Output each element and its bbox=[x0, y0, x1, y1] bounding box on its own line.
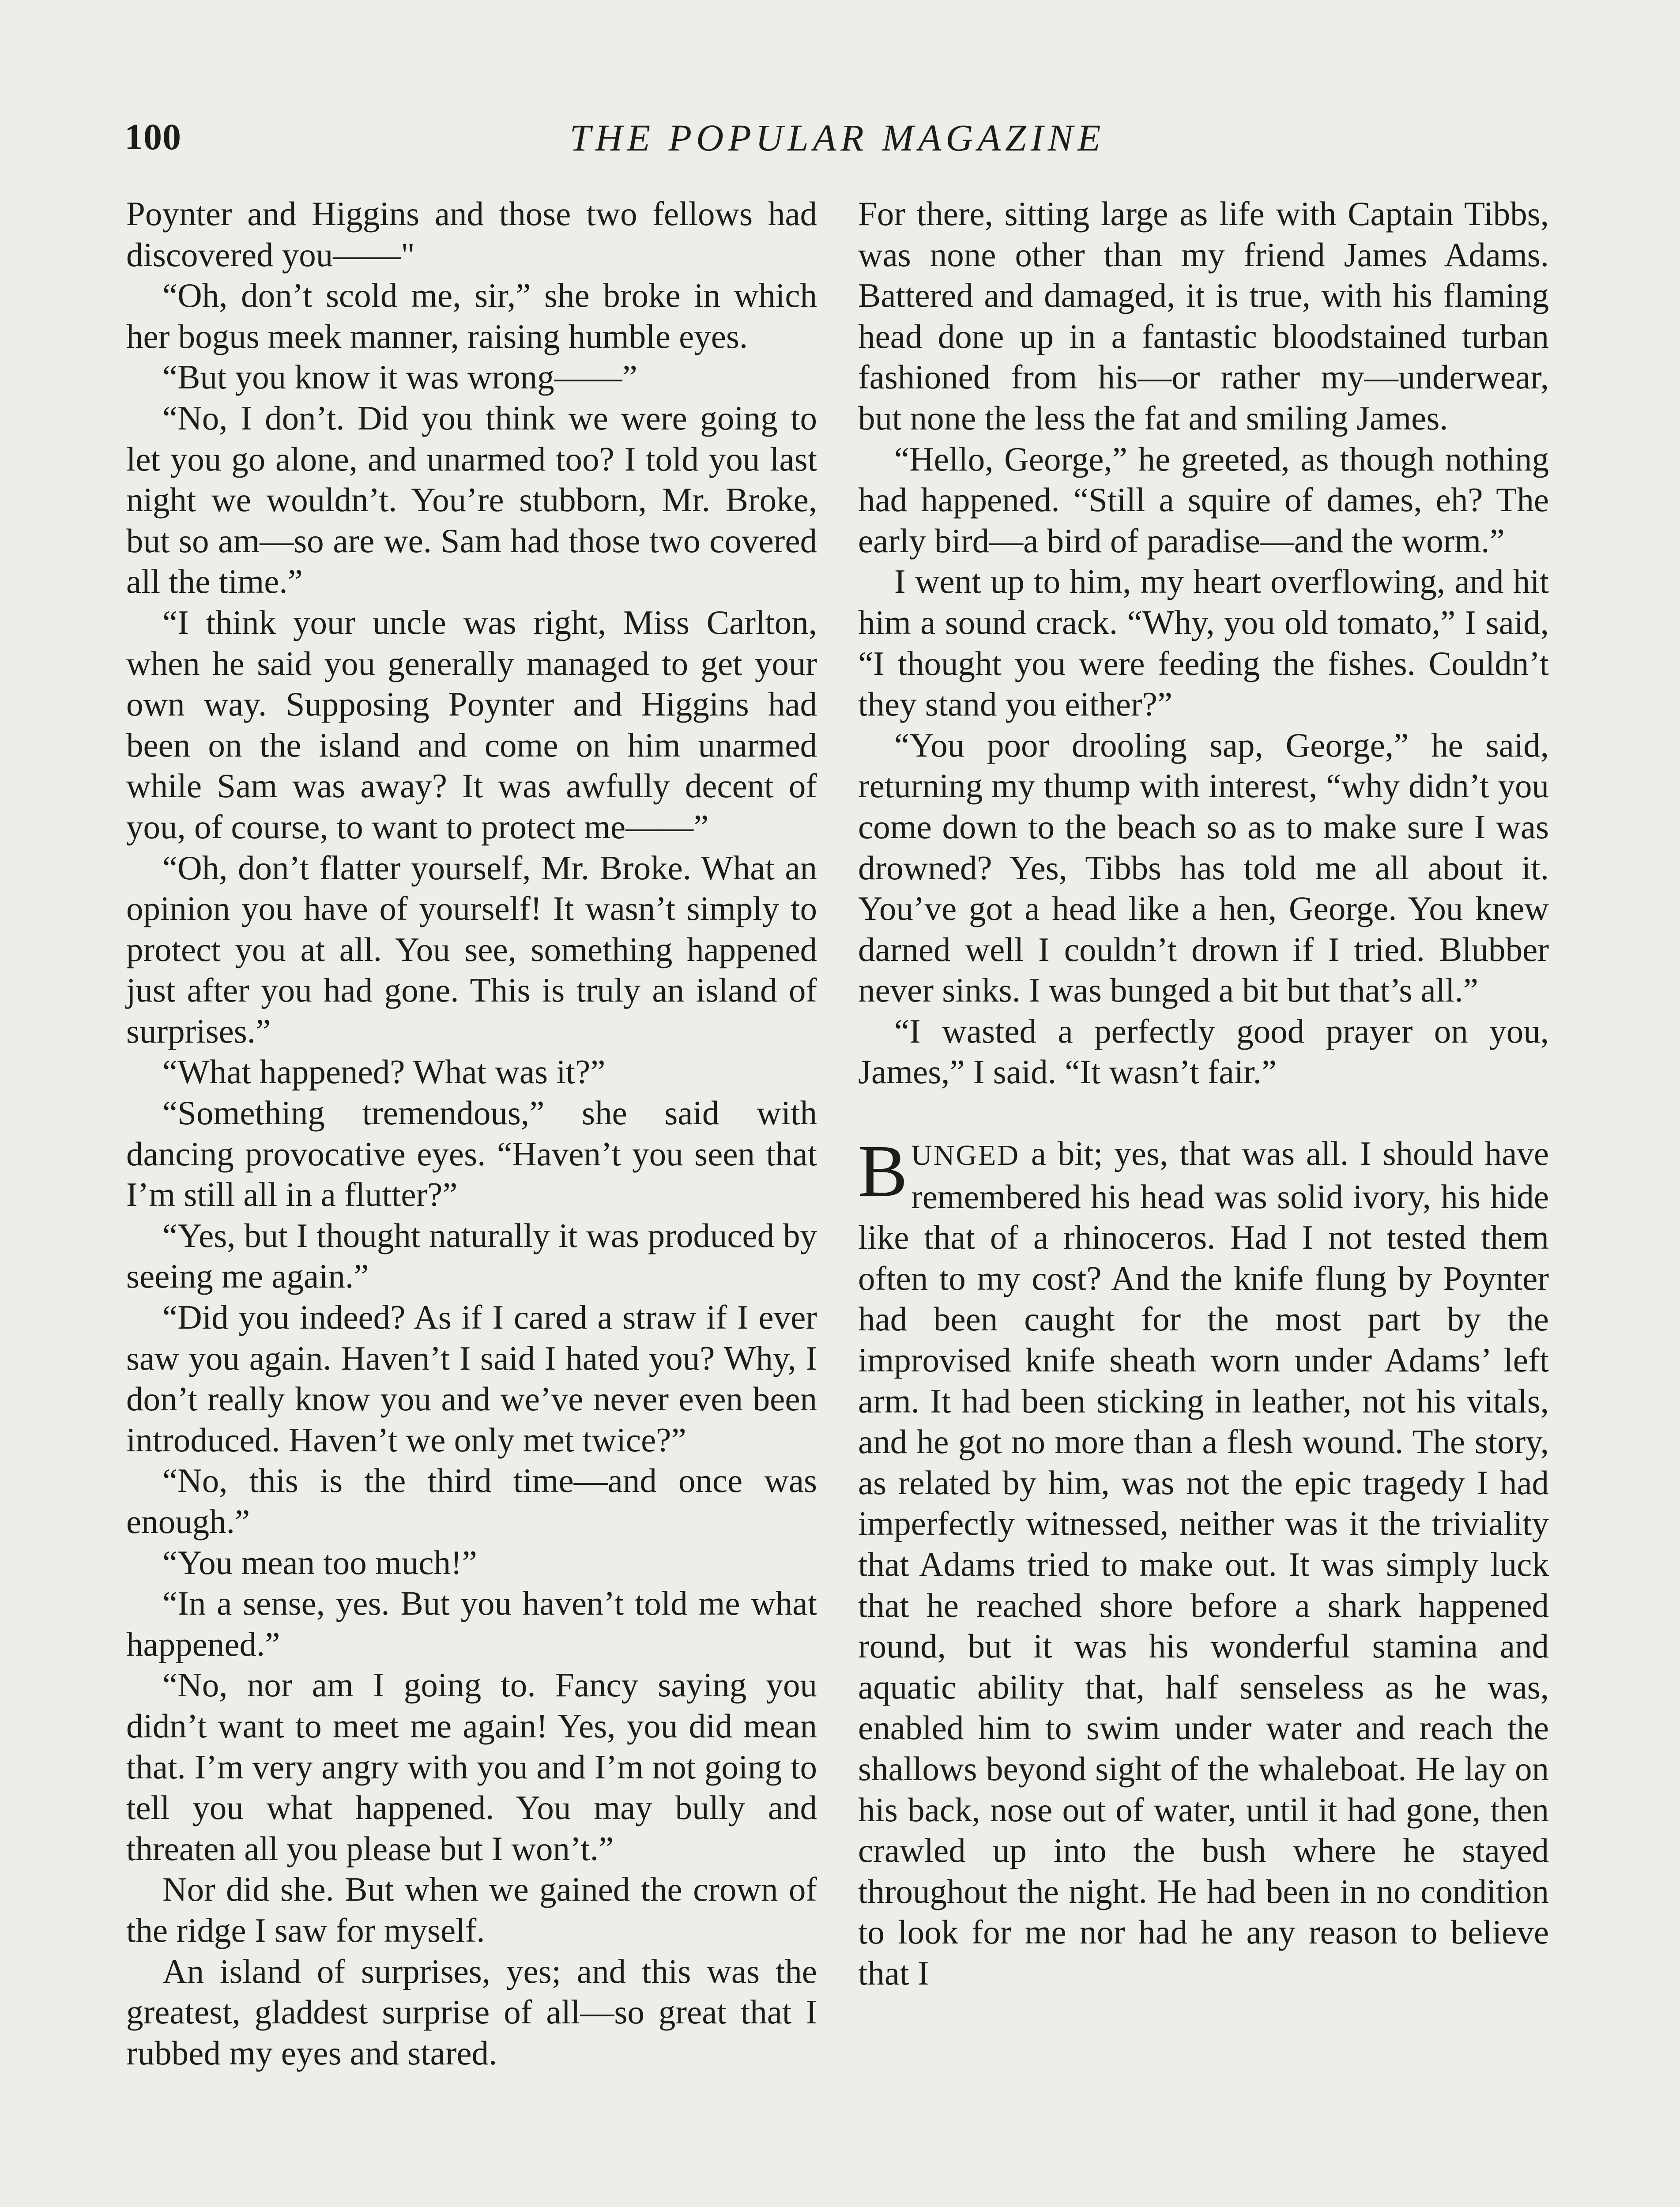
paragraph: “You poor drooling sap, George,” he said, returning my thump with interest, “why didn’t you come down to the beach so as to make sure I was drowned? Yes, Tibbs has told me all about it. You’ve got a head like a hen, George. You knew darned well I couldn’t drown if I tried. Blubber never sinks. I was bunged a bit but that’s all.” bbox=[858, 726, 1549, 1009]
paragraph: “In a sense, yes. But you haven’t told me what happened.” bbox=[126, 1584, 817, 1663]
paragraph: “Something tremendous,” she said with dancing provocative eyes. “Haven’t you seen that I’m still all in a flutter?” bbox=[126, 1094, 817, 1214]
paragraph: An island of surprises, yes; and this was the greatest, gladdest surprise of all—so great that I rubbed my eyes and stared. bbox=[126, 1952, 817, 2072]
paragraph: “What happened? What was it?” bbox=[162, 1053, 606, 1091]
paragraph: “I wasted a perfectly good prayer on you, James,” I said. “It wasn’t fair.” bbox=[858, 1012, 1549, 1091]
lead-in-smallcaps: UNGED bbox=[911, 1139, 1020, 1172]
paragraph: “You mean too much!” bbox=[162, 1543, 477, 1582]
paragraph: “No, this is the third time—and once was enough.” bbox=[126, 1461, 817, 1540]
paragraph: I went up to him, my heart overflowing, and hit him a sound crack. “Why, you old tomato,” I said, “I thought you were feeding the fishes. Couldn’t they stand you either?” bbox=[858, 562, 1549, 723]
paragraph: For there, sitting large as life with Captain Tibbs, was none other than my friend James Adams. Battered and damaged, it is true, with his flaming head done up in a fantastic bloodstained turban fashioned from his—or rather my—underwear, but none the less the fat and smiling James. bbox=[858, 195, 1549, 437]
section-break bbox=[858, 1092, 1549, 1133]
paragraph: “Hello, George,” he greeted, as though nothing had happened. “Still a squire of dames, eh? The early bird—a bird of paradise—and the worm.” bbox=[858, 440, 1549, 560]
paragraph: “Yes, but I thought naturally it was produced by seeing me again.” bbox=[126, 1216, 817, 1296]
paragraph-body: a bit; yes, that was all. I should have remembered his head was solid ivory, his hide like that of a rhinoceros. Had I not tested them often to my cost? And the knife flung by Poynter had been caught for the most part by the improvised knife sheath worn under Adams’ left arm. It had been sticking in leather, not his vitals, and he got no more than a flesh wound. The story, as related by him, was not the epic tragedy I had imperfectly witnessed, neither was it the triviality that Adams tried to make out. It was simply luck that he reached shore before a shark happened round, but it was his wonderful stamina and aquatic ability that, half senseless as he was, enabled him to swim under water and reach the shallows beyond sight of the whaleboat. He lay on his back, nose out of water, until it had gone, then crawled up into the bush where he stayed throughout the night. He had been in no condition to look for me nor had he any reason to believe that I bbox=[858, 1134, 1549, 1992]
paragraph: “Oh, don’t scold me, sir,” she broke in which her bogus meek manner, raising humble eyes. bbox=[126, 276, 817, 355]
paragraph: “I think your uncle was right, Miss Carlton, when he said you generally managed to get your own way. Supposing Poynter and Higgins had been on the island and come on him unarmed while Sam was away? It was awfully decent of you, of course, to want to protect me——” bbox=[126, 603, 817, 846]
paragraph: Nor did she. But when we gained the crown of the ridge I saw for myself. bbox=[126, 1870, 817, 1949]
drop-cap: B bbox=[858, 1130, 908, 1213]
paragraph: “Oh, don’t flatter yourself, Mr. Broke. What an opinion you have of yourself! It wasn’t simply to protect you at all. You see, something happened just after you had gone. This is truly an island of surprises.” bbox=[126, 848, 817, 1050]
right-column bbox=[858, 193, 1549, 1994]
paragraph: “But you know it was wrong——” bbox=[162, 358, 637, 396]
paragraph: Poynter and Higgins and those two fellows had discovered you——" bbox=[126, 195, 817, 274]
section-opening-paragraph bbox=[858, 1130, 1549, 1993]
page-header bbox=[124, 116, 1550, 169]
running-title: THE POPULAR MAGAZINE bbox=[569, 117, 1105, 159]
left-column bbox=[126, 193, 817, 2073]
paragraph: “Did you indeed? As if I cared a straw if I ever saw you again. Haven’t I said I hated you? Why, I don’t really know you and we’ve never even been introduced. Haven’t we only met twice?” bbox=[126, 1298, 817, 1459]
page-number: 100 bbox=[124, 117, 181, 158]
paragraph: “No, I don’t. Did you think we were going to let you go alone, and unarmed too? I told you last night we wouldn’t. You’re stubborn, Mr. Broke, but so am—so are we. Sam had those two covered all the time.” bbox=[126, 399, 817, 601]
paragraph: “No, nor am I going to. Fancy saying you didn’t want to meet me again! Yes, you did mean that. I’m very angry with you and I’m not going to tell you what happened. You may bully and threaten all you please but I won’t.” bbox=[126, 1666, 817, 1868]
